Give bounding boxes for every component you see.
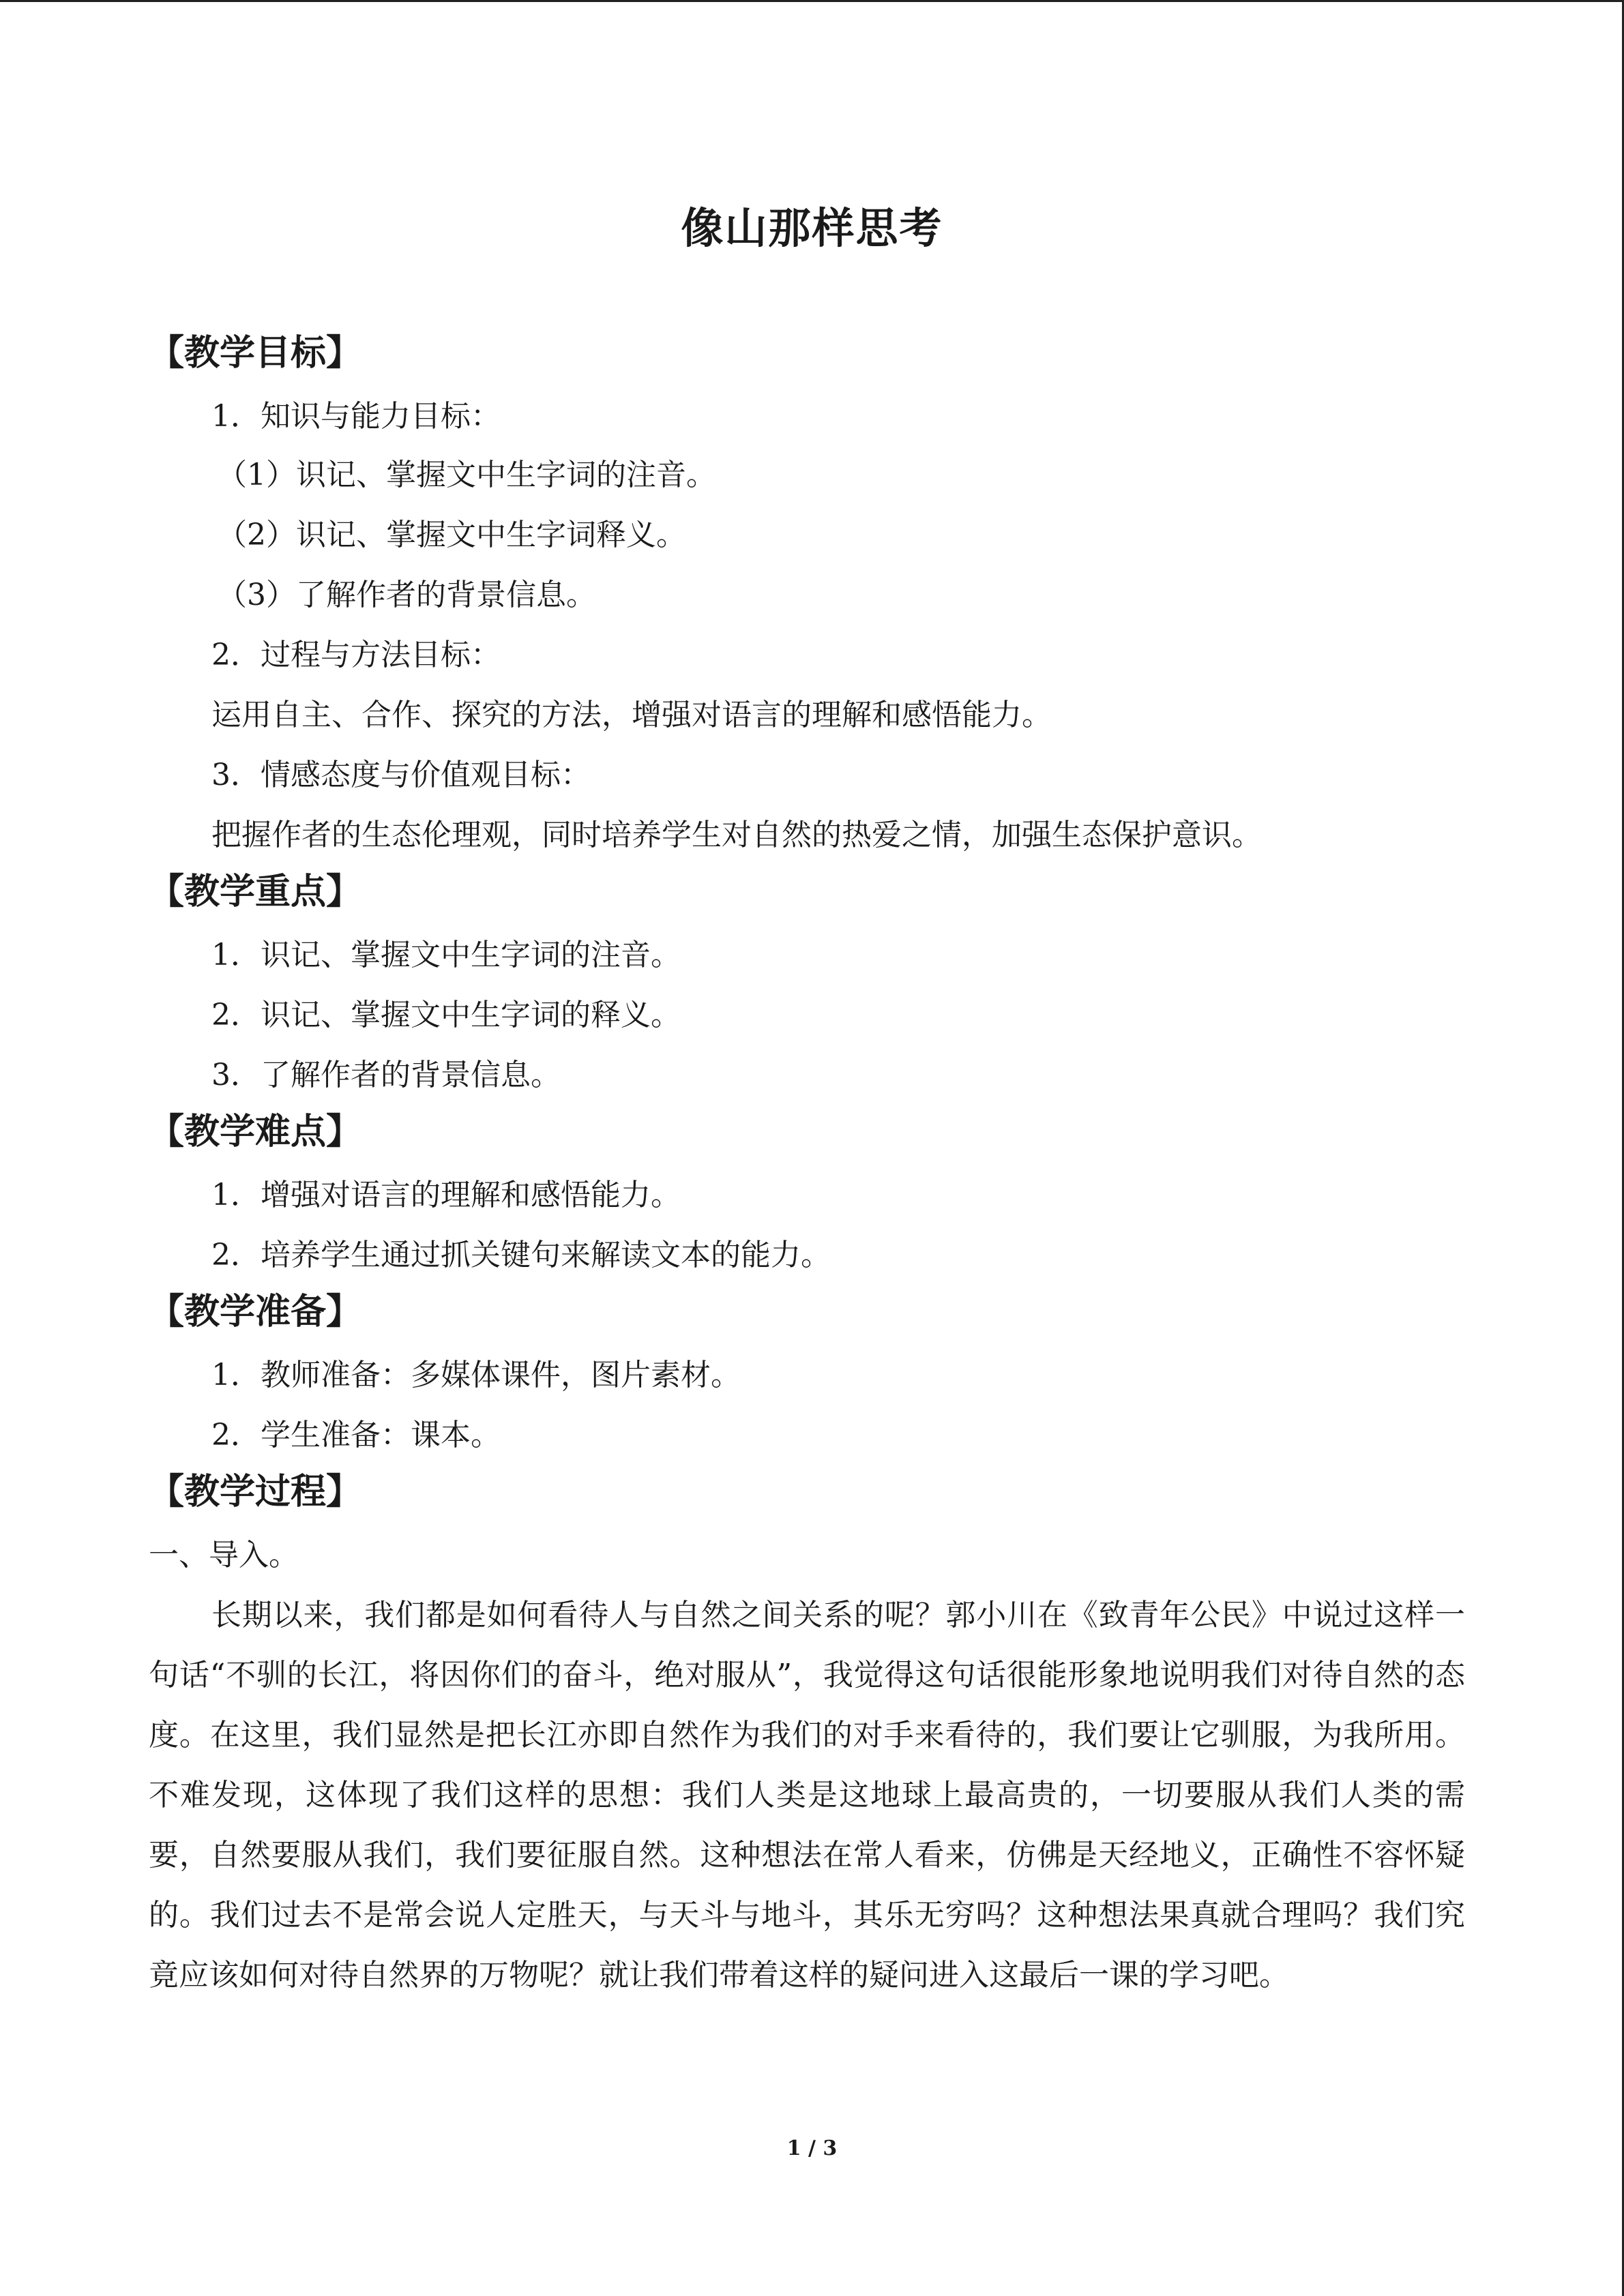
difficulty-item: 2．培养学生通过抓关键句来解读文本的能力。 bbox=[211, 1238, 831, 1272]
section-heading-difficulties: 【教学难点】 bbox=[149, 1112, 362, 1152]
difficulty-item: 1．增强对语言的理解和感悟能力。 bbox=[211, 1178, 681, 1212]
preparation-item: 1．教师准备：多媒体课件，图片素材。 bbox=[211, 1358, 741, 1392]
objective-item: 3．情感态度与价值观目标： bbox=[211, 758, 591, 792]
objective-item: （3）了解作者的背景信息。 bbox=[217, 578, 596, 612]
process-step-heading: 一、导入。 bbox=[149, 1538, 299, 1572]
document-title: 像山那样思考 bbox=[681, 203, 943, 253]
page-indicator: 1 / 3 bbox=[786, 2136, 838, 2160]
key-point-item: 2．识记、掌握文中生字词的释义。 bbox=[211, 998, 681, 1032]
objective-item: （1）识记、掌握文中生字词的注音。 bbox=[217, 458, 716, 492]
objective-item: 1．知识与能力目标： bbox=[211, 399, 501, 434]
intro-paragraph: 长期以来，我们都是如何看待人与自然之间关系的呢？郭小川在《致青年公民》中说过这样一句话“不驯的长江，将因你们的奋斗，绝对服从”，我觉得这句话很能形象地说明我们对待自然的态度。在这里，我们显然是把长江亦即自然作为我们的对手来看待的，我们要让它驯服，为我所用。不难发现，这体现了我们这样的思想：我们人类是这地球上最高贵的，一切要服从我们人类的需要，自然要服从我们，我们要征服自然。这种想法在常人看来，仿佛是天经地义，正确性不容怀疑的。我们过去不是常会说人定胜天，与天斗与地斗，其乐无穷吗？这种想法果真就合理吗？我们究竟应该如何对待自然界的万物呢？就让我们带着这样的疑问进入这最后一课的学习吧。 bbox=[149, 1598, 1465, 1993]
section-heading-process: 【教学过程】 bbox=[149, 1472, 362, 1512]
preparation-item: 2．学生准备：课本。 bbox=[211, 1418, 501, 1452]
objective-item: 运用自主、合作、探究的方法，增强对语言的理解和感悟能力。 bbox=[211, 698, 1052, 732]
section-heading-objectives: 【教学目标】 bbox=[149, 333, 362, 374]
objective-item: 把握作者的生态伦理观，同时培养学生对自然的热爱之情，加强生态保护意识。 bbox=[211, 818, 1262, 852]
objective-item: （2）识记、掌握文中生字词释义。 bbox=[217, 518, 686, 552]
section-heading-preparation: 【教学准备】 bbox=[149, 1292, 362, 1332]
key-point-item: 3．了解作者的背景信息。 bbox=[211, 1058, 561, 1092]
key-point-item: 1．识记、掌握文中生字词的注音。 bbox=[211, 938, 681, 972]
objective-item: 2．过程与方法目标： bbox=[211, 638, 501, 672]
section-heading-key-points: 【教学重点】 bbox=[149, 871, 362, 912]
